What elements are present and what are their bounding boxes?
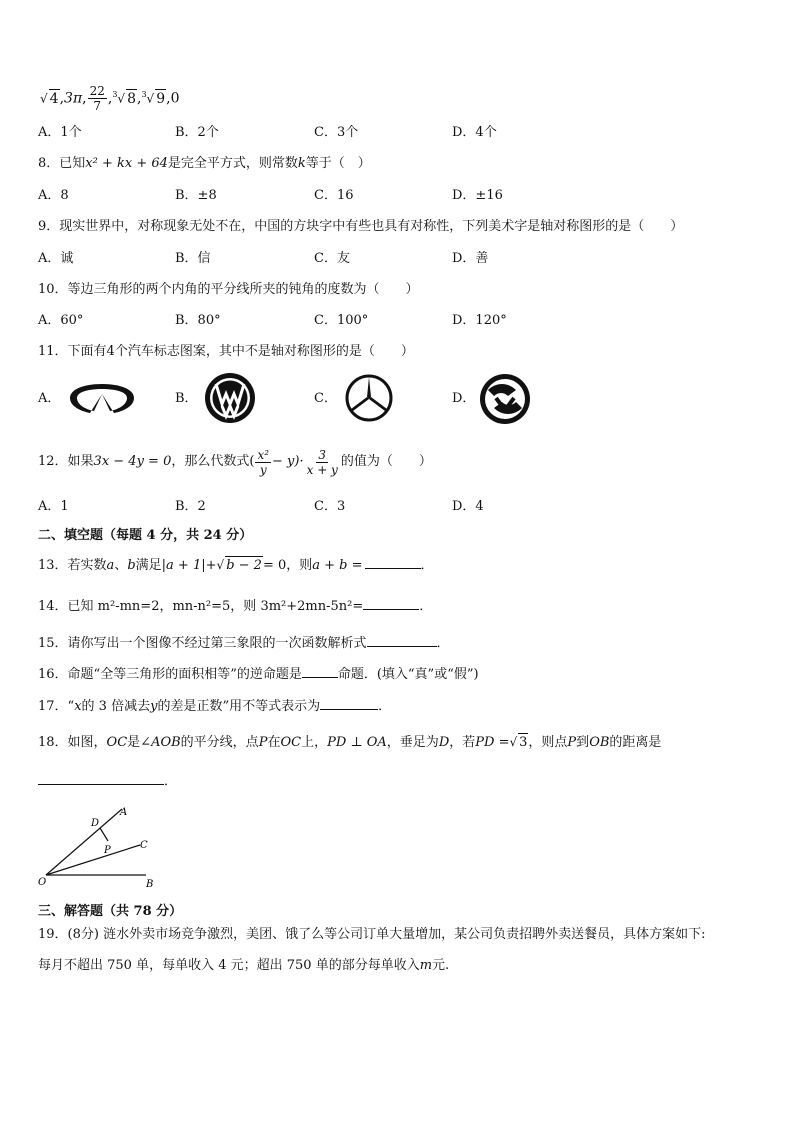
question-13: 13．若实数a、b满足|a + 1|+√ b − 2= 0，则a + b = ． — [38, 558, 434, 573]
q18-angle: ∠AOB — [140, 735, 181, 750]
zero: 0 — [170, 90, 180, 107]
three-pi: 3π — [64, 90, 83, 107]
q8-option-b: B．±8 — [175, 188, 217, 203]
q12-option-a: A．1 — [38, 499, 69, 514]
q7-option-d: D．4个 — [452, 125, 497, 140]
q19-line2-post: 元. — [432, 958, 450, 973]
q13-abs: |a + 1| — [161, 558, 206, 573]
infiniti-logo-icon — [68, 380, 136, 416]
q12-prefix: 12．如果 — [38, 454, 94, 469]
q13-plus: + — [205, 558, 217, 573]
q18-ob: OB — [589, 735, 610, 750]
question-17 — [38, 697, 391, 716]
q18-end: ． — [164, 774, 178, 789]
q14-text: 14．已知 m²-mn=2，mn-n²=5，则 3m²+2mn-5n²= — [38, 599, 364, 614]
q8-k: k — [297, 156, 306, 171]
label-b: B — [146, 879, 154, 890]
q18-p2: P — [567, 735, 577, 750]
q12-equation: 3x − 4y = 0 — [93, 454, 172, 469]
q13-sqrt: b − 2 — [226, 558, 262, 573]
q18-t1: 18．如图， — [38, 735, 107, 750]
cube-root-index: 3 — [141, 89, 147, 99]
q12-paren: ( — [249, 454, 255, 469]
question-8 — [38, 155, 371, 173]
label-p: P — [104, 845, 111, 856]
label-c: C — [140, 840, 148, 851]
comma: , — [82, 90, 87, 107]
q10-option-a: A．60° — [38, 313, 84, 328]
comma: , — [166, 90, 171, 107]
q13-mid: 满足 — [135, 558, 162, 573]
q8-suffix: 等于（ ） — [305, 156, 371, 171]
ray-oc — [46, 845, 140, 875]
q18-t5: 上， — [301, 735, 328, 750]
q13-eq0: = 0 — [262, 558, 287, 573]
q18-oc2: OC — [280, 735, 302, 750]
comma: , — [107, 90, 113, 107]
q13-end: ． — [420, 558, 434, 573]
fraction-22-7 — [88, 84, 107, 113]
question-16 — [38, 665, 479, 684]
q13-then: ，则 — [286, 558, 313, 573]
q18-d: D — [438, 735, 450, 750]
q13-b: b — [127, 558, 136, 573]
q18-t4: 在 — [267, 735, 281, 750]
segment-pd — [100, 828, 108, 841]
question-19-line-2 — [38, 957, 449, 975]
q10-option-c: C．100° — [314, 313, 369, 328]
fraction-denominator: 7 — [93, 99, 102, 113]
q9-option-d: D．善 — [452, 251, 489, 266]
q17-pre: 17．“ — [38, 699, 75, 714]
q18-pd-eq: PD = — [475, 735, 510, 750]
section-2-heading: 二、填空题（每题 4 分，共 24 分） — [38, 528, 253, 543]
q17-mid: 的 3 倍减去 — [81, 699, 151, 714]
q12-fraction-3-over-xy — [305, 448, 340, 477]
dongfeng-logo-icon — [478, 372, 532, 426]
cube-root-index: 3 — [112, 89, 118, 99]
q7-option-b: B．2个 — [175, 125, 219, 140]
q9-option-a: A．诚 — [38, 251, 74, 266]
q17-post: 的差是正数”用不等式表示为 — [157, 699, 321, 714]
q12-y: y — [259, 462, 267, 477]
q11-label-d: D． — [452, 391, 476, 406]
question-15 — [38, 634, 450, 653]
q19-m: m — [419, 958, 433, 973]
q11-label-c: C． — [314, 391, 337, 406]
q18-t9: 到 — [576, 735, 590, 750]
fraction-numerator: 22 — [89, 84, 105, 98]
q18-t6: ，垂足为 — [386, 735, 439, 750]
q18-oc: OC — [106, 735, 128, 750]
q18-answer-blank[interactable] — [38, 772, 164, 785]
q10-option-b: B．80° — [175, 313, 221, 328]
label-o: O — [38, 877, 47, 888]
question-14 — [38, 597, 432, 616]
q18-pd-perp-oa: PD ⊥ OA — [327, 735, 387, 750]
label-d: D — [91, 818, 100, 829]
question-9: 9．现实世界中，对称现象无处不在，中国的方块字中有些也具有对称性，下列美术字是轴对称图形的是（ ） — [38, 219, 684, 234]
question-19-line-1: 19．(8分) 涟水外卖市场竞争激烈，美团、饿了么等公司订单大量增加，某公司负责招聘外卖送餐员，具体方案如下: — [38, 927, 706, 942]
q12-option-c: C．3 — [314, 499, 346, 514]
q9-option-b: B．信 — [175, 251, 211, 266]
q8-option-a: A．8 — [38, 188, 69, 203]
q16-end: 命题．(填入“真”或“假”) — [337, 667, 479, 682]
volkswagen-logo-icon — [204, 372, 256, 424]
q17-x: x — [74, 699, 82, 714]
sqrt-4: 4 — [49, 90, 59, 107]
q10-option-d: D．120° — [452, 313, 507, 328]
q18-t7: ，若 — [449, 735, 476, 750]
cbrt-8: 8 — [127, 90, 136, 107]
q17-y: y — [150, 699, 158, 714]
question-18: 18．如图，OC是∠AOB的平分线，点P在OC上，PD ⊥ OA，垂足为D，若PD =√ 3，则点P到OB的距离是 — [38, 735, 662, 750]
comma: , — [59, 90, 65, 107]
q13-a: a — [106, 558, 115, 573]
question-11: 11．下面有4个汽车标志图案，其中不是轴对称图形的是（ ） — [38, 344, 414, 359]
q15-answer-blank[interactable] — [367, 634, 437, 647]
q15-end: ． — [436, 636, 450, 651]
q9-option-c: C．友 — [314, 251, 350, 266]
question-12 — [38, 440, 432, 484]
q12-suffix: 的值为（ ） — [340, 454, 432, 469]
q19-line2-pre: 每月不超出 750 单，每单收入 4 元；超出 750 单的部分每单收入 — [38, 958, 420, 973]
mercedes-logo-icon — [344, 373, 394, 423]
q18-t10: 的距离是 — [609, 735, 662, 750]
q17-answer-blank[interactable] — [320, 697, 378, 710]
cbrt-9: 9 — [156, 90, 166, 107]
q18-answer-line — [38, 772, 177, 791]
q7-option-a: A．1个 — [38, 125, 82, 140]
q12-minus-y: − y)· — [272, 454, 304, 469]
q8-prefix: 8．已知 — [38, 156, 86, 171]
q18-t3: 的平分线，点 — [180, 735, 259, 750]
number-list: √ 4,3π, $\frac{22}{7}$ ,$^3$√ 8,$^3$√ 9,0 — [40, 84, 180, 113]
ray-oa — [46, 809, 122, 875]
question-10: 10．等边三角形的两个内角的平分线所夹的钝角的度数为（ ） — [38, 282, 419, 297]
q12-three: 3 — [318, 447, 327, 462]
q13-ask: a + b = — [312, 558, 363, 573]
q13-sep: 、 — [114, 558, 128, 573]
q13-prefix: 13．若实数 — [38, 558, 107, 573]
q18-p: P — [258, 735, 268, 750]
label-a: A — [120, 807, 128, 818]
q12-middle: ，那么代数式 — [171, 454, 250, 469]
angle-bisector-figure — [36, 800, 176, 892]
q18-t8: ，则点 — [528, 735, 568, 750]
q7-option-c: C．3个 — [314, 125, 359, 140]
q8-middle: 是完全平方式，则常数 — [167, 156, 298, 171]
q12-x-plus-y: x + y — [306, 462, 338, 477]
q8-option-d: D．±16 — [452, 188, 503, 203]
q12-fraction-x2-over-y — [255, 448, 271, 477]
q14-answer-blank[interactable] — [363, 597, 419, 610]
q12-x2: x² — [257, 447, 270, 462]
q18-t2: 是 — [127, 735, 141, 750]
q14-end: ． — [419, 599, 433, 614]
q13-answer-blank[interactable] — [365, 556, 421, 569]
q15-text: 15．请你写出一个图像不经过第三象限的一次函数解析式 — [38, 636, 367, 651]
q18-sqrt3: 3 — [519, 735, 528, 750]
section-3-heading: 三、解答题（共 78 分） — [38, 904, 183, 919]
q11-label-b: B． — [175, 391, 198, 406]
q16-text: 16．命题“全等三角形的面积相等”的逆命题是 — [38, 667, 302, 682]
q17-end: ． — [378, 699, 392, 714]
q11-label-a: A． — [38, 391, 61, 406]
q12-option-d: D．4 — [452, 499, 484, 514]
q16-answer-blank[interactable] — [302, 665, 338, 678]
comma: , — [137, 90, 142, 107]
q8-option-c: C．16 — [314, 188, 354, 203]
q12-option-b: B．2 — [175, 499, 206, 514]
q8-expression: x² + kx + 64 — [85, 156, 168, 171]
